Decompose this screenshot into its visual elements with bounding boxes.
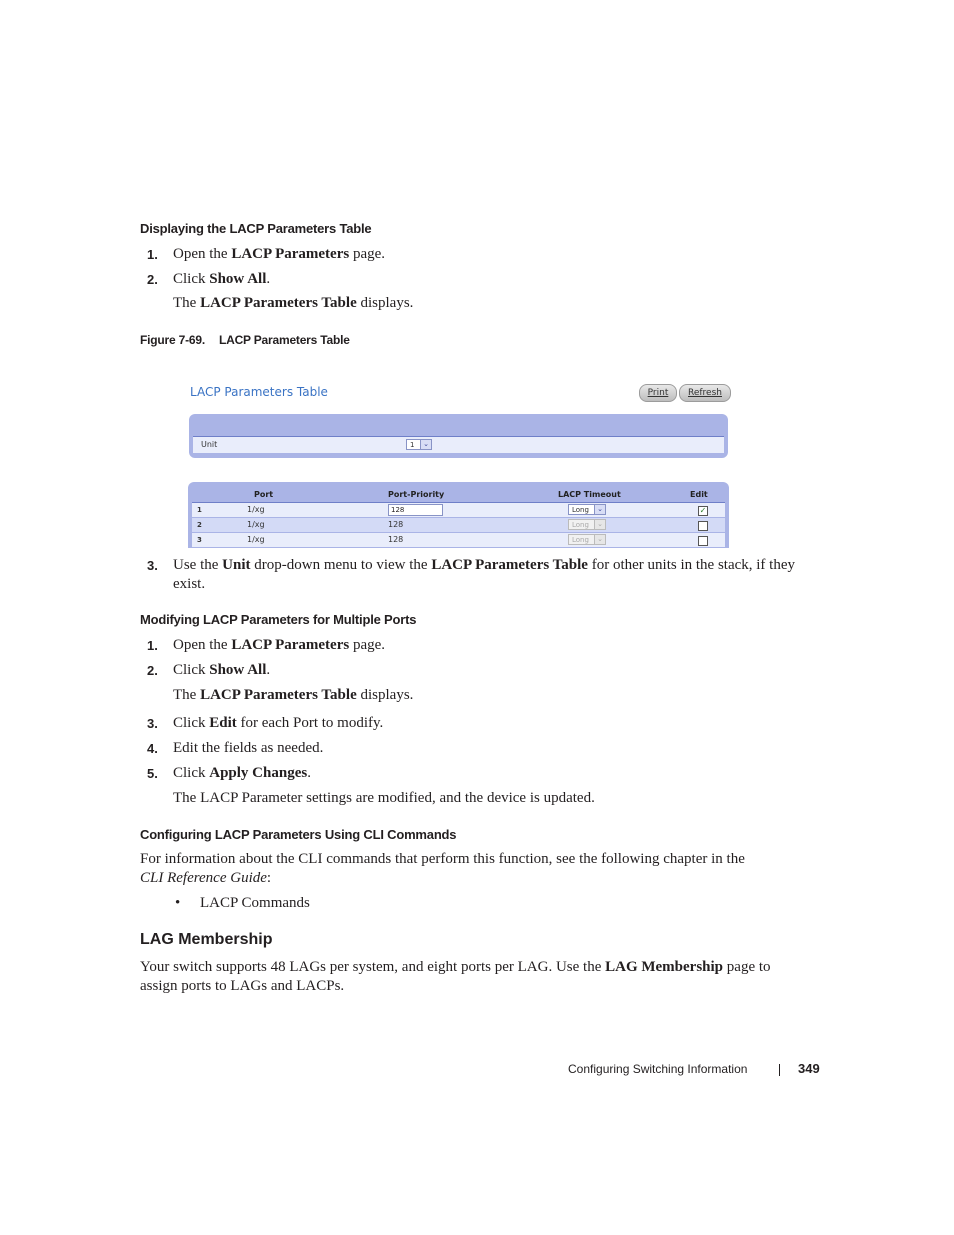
- port-priority-value: 128: [388, 520, 404, 529]
- paragraph-cli-continued: CLI Reference Guide:: [140, 870, 272, 886]
- paragraph-cli: For information about the CLI commands that perform this function, see the following chapter in the: [140, 851, 745, 867]
- unit-panel: [189, 414, 728, 458]
- row-number: 2: [197, 521, 202, 529]
- refresh-button[interactable]: Refresh: [679, 384, 731, 402]
- port-cell: 1/xg: [247, 535, 265, 544]
- step-result: The LACP Parameter settings are modified, and the device is updated.: [173, 790, 595, 806]
- chevron-down-icon: ⌄: [594, 505, 605, 514]
- unit-label: Unit: [201, 440, 218, 449]
- step-text: Click Apply Changes.: [173, 765, 311, 781]
- chevron-down-icon: ⌄: [420, 440, 431, 449]
- step-text: Open the LACP Parameters page.: [173, 637, 386, 653]
- step-number: 2.: [147, 272, 158, 287]
- column-header-lacp-timeout: LACP Timeout: [558, 490, 621, 499]
- port-cell: 1/xg: [247, 505, 265, 514]
- column-header-port: Port: [254, 490, 274, 499]
- step-text: Click Show All.: [173, 271, 271, 287]
- lacp-timeout-select[interactable]: Long ⌄: [568, 504, 606, 515]
- step-text-continued: exist.: [173, 576, 206, 592]
- bullet-item: LACP Commands: [200, 895, 310, 911]
- step-number: 3.: [147, 558, 158, 573]
- figure-lacp-parameters-table: [183, 370, 735, 548]
- step-result: The LACP Parameters Table displays.: [173, 687, 414, 703]
- ports-table: [188, 482, 729, 548]
- step-number: 1.: [147, 247, 158, 262]
- section-heading-displaying: Displaying the LACP Parameters Table: [140, 221, 372, 236]
- edit-checkbox[interactable]: [698, 536, 708, 546]
- lacp-timeout-select: Long ⌄: [568, 519, 606, 530]
- figure-caption: Figure 7-69. LACP Parameters Table: [140, 333, 350, 347]
- step-text: Click Edit for each Port to modify.: [173, 715, 384, 731]
- section-heading-lag-membership: LAG Membership: [140, 931, 273, 948]
- unit-row: [193, 436, 724, 453]
- port-priority-value: 128: [388, 535, 404, 544]
- step-number: 2.: [147, 663, 158, 678]
- screen-title: LACP Parameters Table: [190, 385, 328, 399]
- step-text: Open the LACP Parameters page.: [173, 246, 386, 262]
- edit-checkbox[interactable]: [698, 521, 708, 531]
- paragraph-lag: Your switch supports 48 LAGs per system, and eight ports per LAG. Use the LAG Membership page to: [140, 959, 771, 975]
- print-button[interactable]: Print: [639, 384, 677, 402]
- chevron-down-icon: ⌄: [594, 520, 605, 529]
- table-row: [192, 533, 725, 547]
- paragraph-lag-continued: assign ports to LAGs and LACPs.: [140, 978, 345, 994]
- lacp-timeout-select: Long ⌄: [568, 534, 606, 545]
- step-number: 5.: [147, 766, 158, 781]
- step-number: 3.: [147, 716, 158, 731]
- row-number: 3: [197, 536, 202, 544]
- port-cell: 1/xg: [247, 520, 265, 529]
- step-number: 1.: [147, 638, 158, 653]
- edit-checkbox[interactable]: ✓: [699, 506, 707, 515]
- section-heading-cli: Configuring LACP Parameters Using CLI Commands: [140, 827, 457, 842]
- step-text: Use the Unit drop-down menu to view the LACP Parameters Table for other units in the stack, if they: [173, 557, 796, 573]
- step-text: Click Show All.: [173, 662, 271, 678]
- step-number: 4.: [147, 741, 158, 756]
- step-text: Edit the fields as needed.: [173, 740, 324, 756]
- chevron-down-icon: ⌄: [594, 535, 605, 544]
- row-number: 1: [197, 506, 202, 514]
- table-row: [192, 503, 725, 517]
- bullet-mark: •: [175, 895, 181, 911]
- unit-select[interactable]: 1 ⌄: [406, 439, 432, 450]
- port-priority-input[interactable]: 128: [388, 504, 443, 516]
- footer-chapter: Configuring Switching Information: [568, 1062, 748, 1076]
- column-header-edit: Edit: [690, 490, 708, 499]
- column-header-port-priority: Port-Priority: [388, 490, 445, 499]
- section-heading-modifying: Modifying LACP Parameters for Multiple Ports: [140, 612, 417, 627]
- step-result: The LACP Parameters Table displays.: [173, 295, 414, 311]
- table-row: [192, 518, 725, 532]
- page-number: 349: [798, 1061, 820, 1076]
- footer-divider: [779, 1064, 780, 1076]
